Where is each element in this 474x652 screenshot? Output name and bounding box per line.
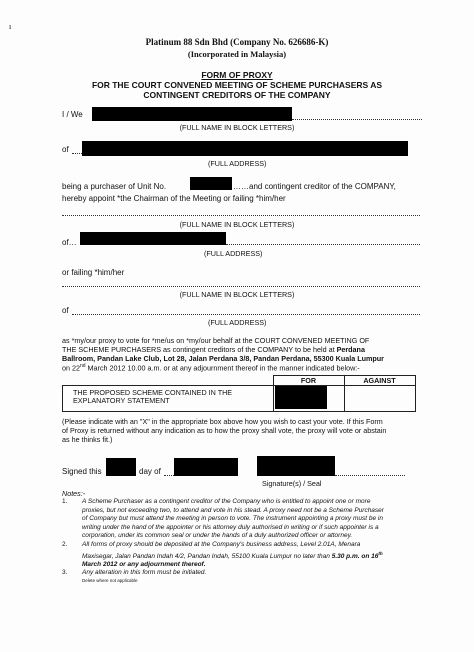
of-label-2: of… <box>62 238 77 247</box>
resolution-line-2: EXPLANATORY STATEMENT <box>73 396 170 405</box>
form-title: FORM OF PROXY <box>201 70 273 80</box>
incorporation-note: (Incorporated in Malaysia) <box>187 49 287 59</box>
signature-seal-caption: Signature(s) / Seal <box>262 479 322 488</box>
instruction-line-3: as he thinks fit.) <box>62 435 113 444</box>
full-name-caption-1: (FULL NAME IN BLOCK LETTERS) <box>179 123 295 132</box>
notes-heading: Notes:- <box>62 489 86 498</box>
appoint-text: hereby appoint *the Chairman of the Meeting or failing *him/her <box>62 194 286 203</box>
meeting-date-text: March 2012 10.00 a.m. or at any adjournment thereof in the manner indicated below:- <box>85 363 360 373</box>
name-line-3 <box>62 286 420 287</box>
full-address-caption-2: (FULL ADDRESS) <box>204 249 263 258</box>
note-2-line-2 <box>82 550 427 562</box>
i-we-label: I / We <box>62 110 83 119</box>
or-failing-text: or failing *him/her <box>62 268 125 277</box>
redacted-address-2 <box>80 232 226 245</box>
delete-footnote: Delete where not applicable <box>82 578 138 583</box>
signed-this-label: Signed this <box>62 467 102 476</box>
redacted-for-vote <box>275 386 327 409</box>
note-2 <box>82 541 427 570</box>
full-name-caption-2: (FULL NAME IN BLOCK LETTERS) <box>179 220 295 229</box>
vote-table <box>62 375 416 412</box>
contingent-creditor-text: ……and contingent creditor of the COMPANY, <box>233 182 396 191</box>
note-1-line-1: A Scheme Purchaser as a contingent creditor of the Company who is entitled to appoint one or more <box>82 498 371 505</box>
full-address-caption-3: (FULL ADDRESS) <box>208 318 267 327</box>
redacted-day <box>106 458 136 476</box>
against-column-header: AGAINST <box>344 376 415 386</box>
note-2-line-1: All forms of proxy should be deposited at the Company's business address, Level 2.01A, Menara <box>82 541 361 548</box>
vote-table-corner <box>63 376 274 386</box>
address-line-1-lead <box>72 153 82 154</box>
note-1-line-4: writing under the hand of the appointer or his attorney duly authorised in writing or if such appointer is a <box>82 523 379 531</box>
form-subtitle-2: CONTINGENT CREDITORS OF THE COMPANY <box>143 90 331 100</box>
redacted-month <box>174 458 238 476</box>
instruction-line-1: (Please indicate with an "X" in the appropriate box above how you wish to cast your vote. If this Form <box>62 417 383 426</box>
signature-line <box>335 475 405 476</box>
redacted-unit-number <box>190 177 232 190</box>
meeting-date-line <box>62 363 360 372</box>
full-name-caption-3: (FULL NAME IN BLOCK LETTERS) <box>179 290 295 299</box>
resolution-cell <box>63 386 274 412</box>
of-label-1: of <box>62 145 69 154</box>
note-3-line-1: Any alteration in this form must be initiated. <box>82 569 207 576</box>
unit-label: being a purchaser of Unit No. <box>62 182 167 191</box>
note-1-line-3: of Company but must attend the meeting in person to vote. The instrument appointing a proxy must be in <box>82 515 383 523</box>
address-line-2 <box>226 244 420 245</box>
instruction-line-2: of Proxy is returned without any indication as to how the proxy shall vote, the proxy will vote or abstain <box>62 426 387 435</box>
note-3 <box>82 569 427 578</box>
full-address-caption-1: (FULL ADDRESS) <box>208 159 267 168</box>
name-line-1 <box>292 119 422 120</box>
note-2-line-3-text: March 2012 or any adjournment thereof. <box>82 561 206 569</box>
scan-mark: ı <box>9 22 12 31</box>
meeting-date-suffix: nd <box>80 363 86 369</box>
note-1-number: 1. <box>62 498 68 505</box>
redacted-signature <box>257 456 335 476</box>
day-of-label: day of <box>139 467 161 476</box>
against-vote-box[interactable] <box>344 386 415 412</box>
of-label-3: of <box>62 306 69 315</box>
note-1 <box>82 498 427 541</box>
proxy-paragraph-line-1: as *my/our proxy to vote for *me/us on *my/our behalf at the COURT CONVENED MEETING OF <box>62 336 370 345</box>
name-line-2 <box>62 215 420 216</box>
redacted-address-1 <box>82 141 408 156</box>
company-name: Platinum 88 Sdn Bhd (Company No. 626686-K) <box>145 37 329 47</box>
venue-address: Ballroom, Pandan Lake Club, Lot 28, Jalan Perdana 3/8, Pandan Perdana, 55300 Kuala Lumpur <box>62 354 384 363</box>
form-subtitle-1: FOR THE COURT CONVENED MEETING OF SCHEME PURCHASERS AS <box>91 80 383 90</box>
address-line-3 <box>72 314 420 315</box>
note-3-number: 3. <box>62 569 68 576</box>
resolution-line-1: THE PROPOSED SCHEME CONTAINED IN THE <box>73 388 233 397</box>
month-line-lead <box>164 475 174 476</box>
proxy-paragraph-line-2-text: THE SCHEME PURCHASERS as contingent creditors of the COMPANY to be held at <box>62 345 335 354</box>
deadline-suffix: th <box>378 550 383 556</box>
note-2-number: 2. <box>62 541 68 548</box>
redacted-name-1 <box>92 107 292 121</box>
for-column-header: FOR <box>273 376 344 386</box>
deadline-time: 5.30 p.m. on 16 <box>331 552 379 560</box>
note-2-line-2-text: Maxisegar, Jalan Pandan Indah 4/2, Pandan Indah, 55100 Kuala Lumpur no later than <box>82 552 330 560</box>
proxy-paragraph-line-2 <box>62 345 365 354</box>
venue-name-part: Perdana <box>336 345 365 354</box>
meeting-date-prefix: on 22 <box>62 363 80 373</box>
for-vote-box[interactable] <box>273 386 344 412</box>
note-1-line-2: proxies, but not exceeding two, to attend and vote in his stead. A proxy need not be a Scheme Purchaser <box>82 506 384 514</box>
note-1-line-5: corporation, under its common seal or under the hands of a duly authorized officer or attorney. <box>82 532 353 540</box>
